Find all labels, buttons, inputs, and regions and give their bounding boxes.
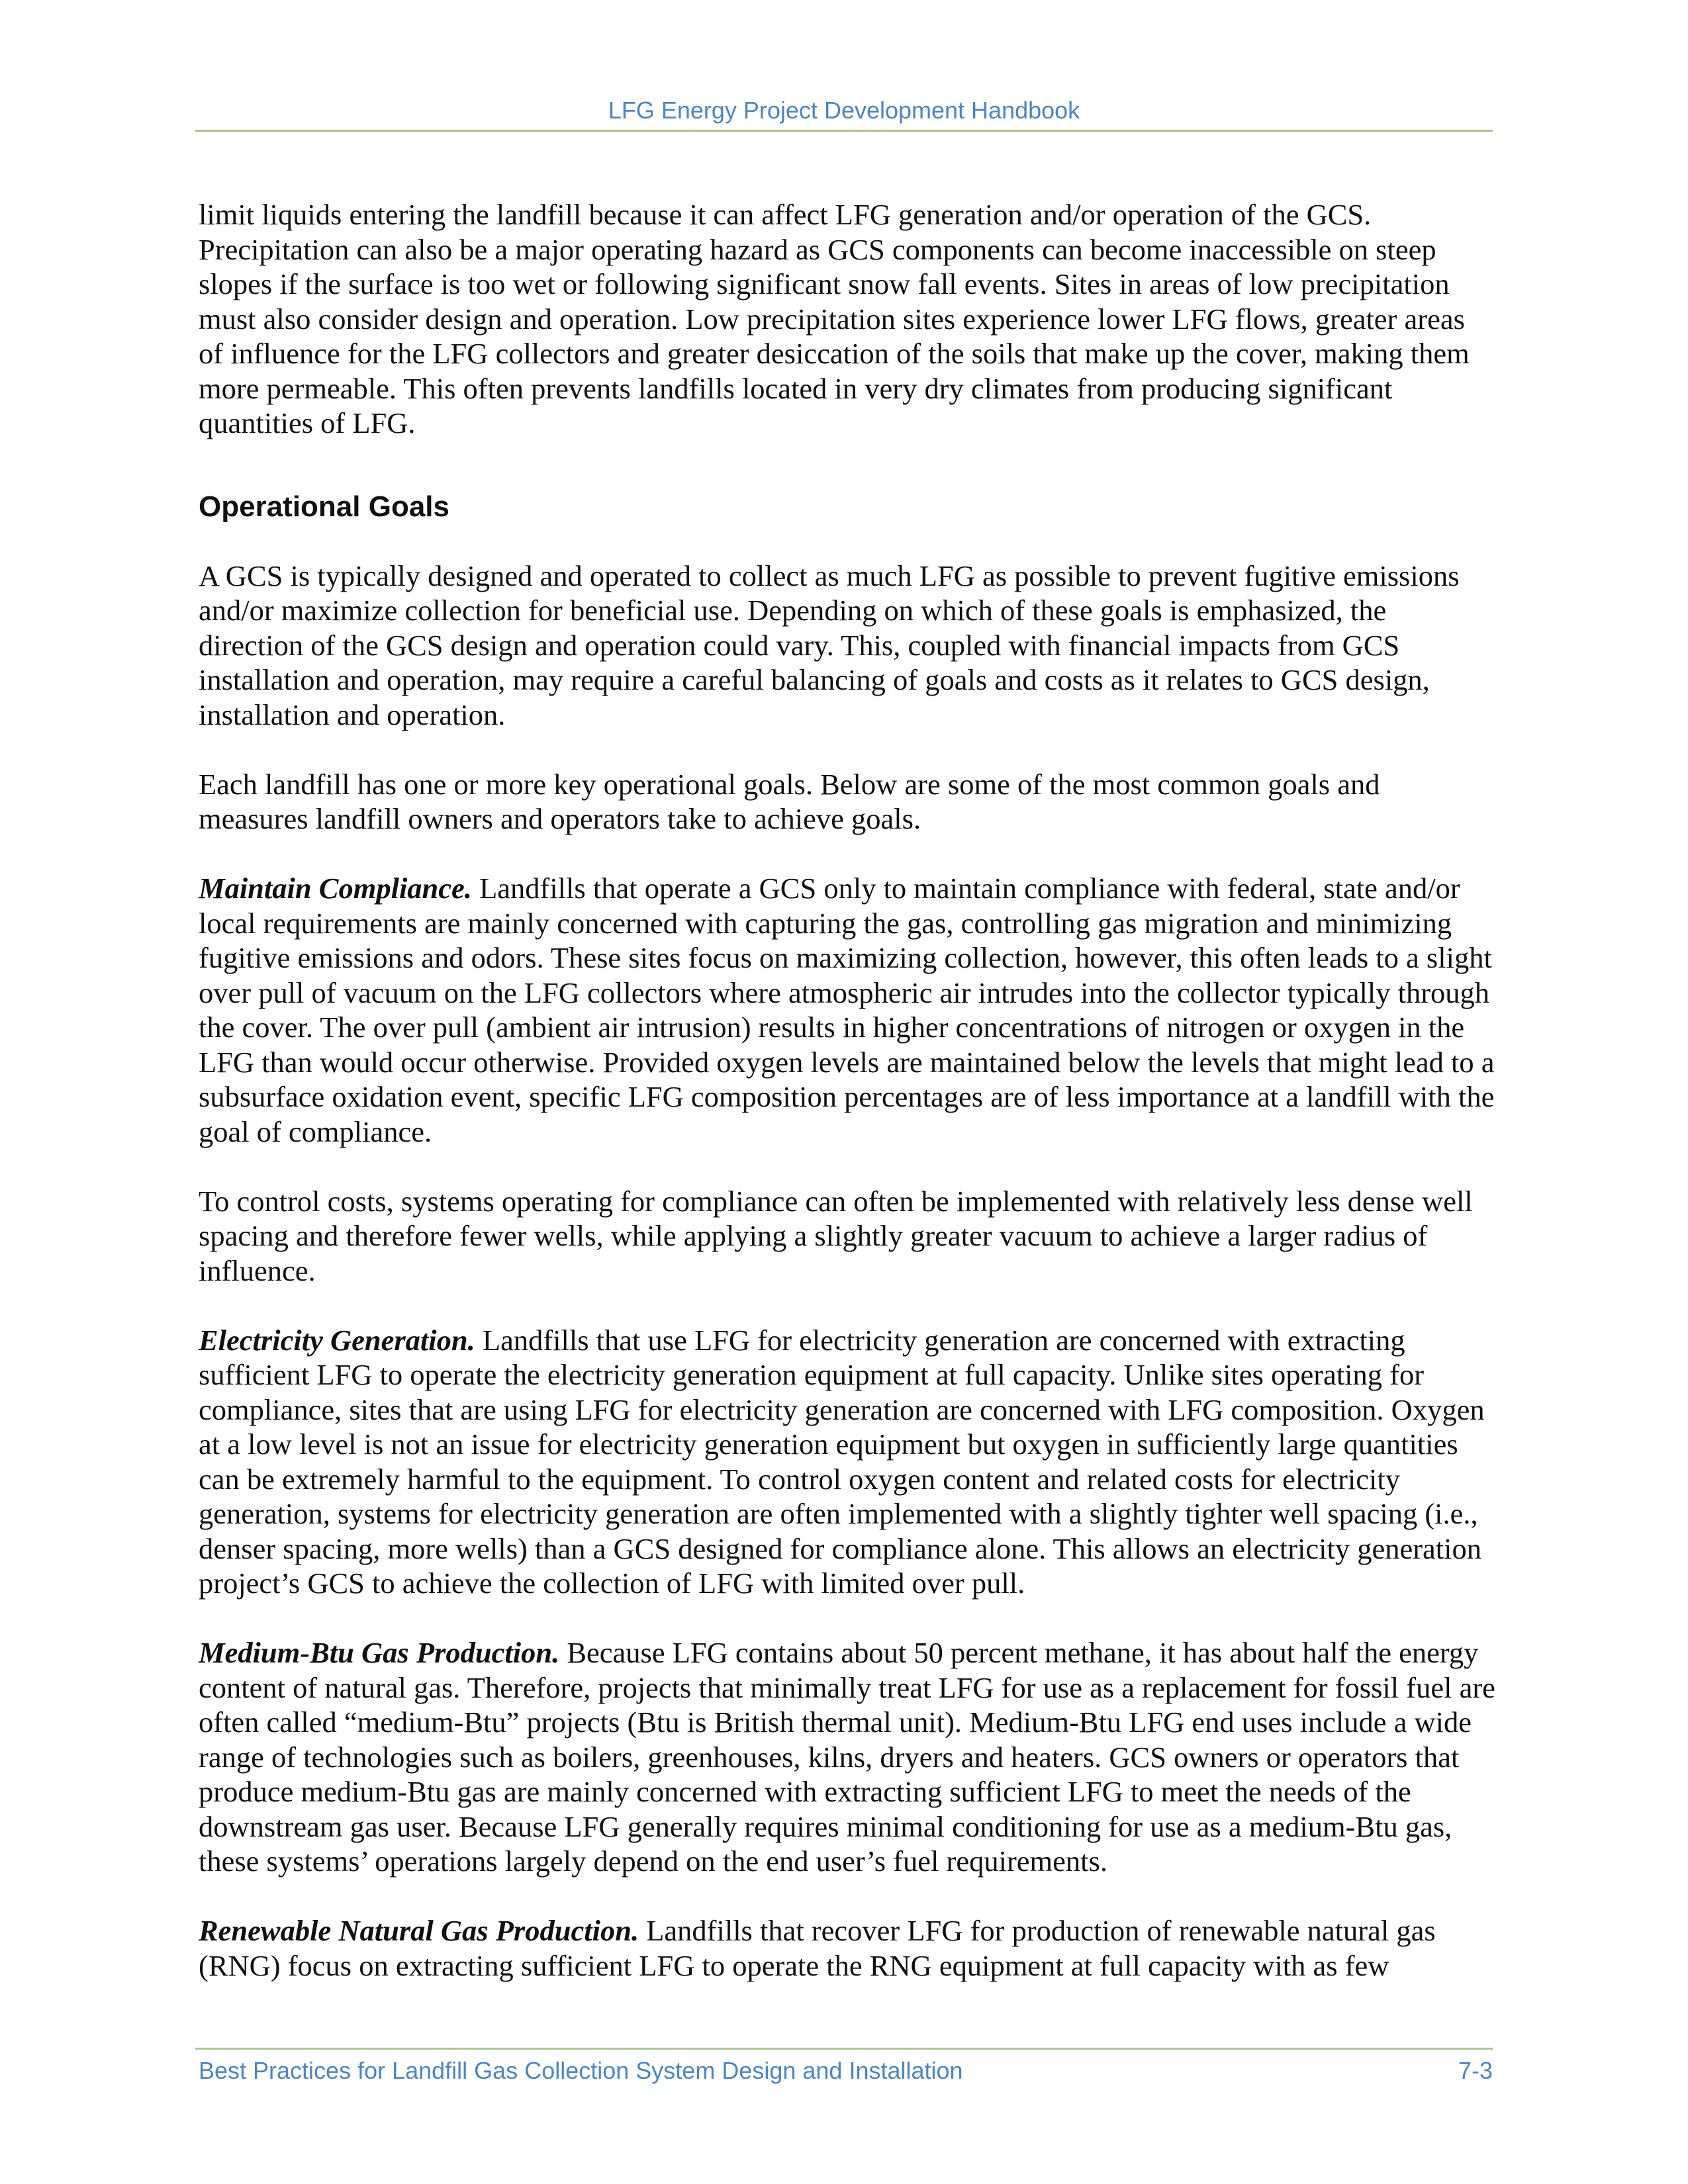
lead-electricity-generation: Electricity Generation. [199,1323,475,1357]
paragraph-gcs-design: A GCS is typically designed and operated to collect as much LFG as possible to prevent fugitive emissions and/or maximize collection for beneficial use. Depending on which of these goals is emphasized, the direction of the GCS design and operation could vary. This, coupled with financial impacts from GCS installation and operation, may require a careful balancing of goals and costs as it relates to GCS design, installation and operation. [199,559,1460,731]
intro-paragraph: limit liquids entering the landfill because it can affect LFG generation and/or operation of the GCS. Precipitation can also be a major operating hazard as GCS components can become inaccessible on steep slopes if the surface is too wet or following significant snow fall events. Sites in areas of low precipitation must also consider design and operation. Low precipitation sites experience lower LFG flows, greater areas of influence for the LFG collectors and greater desiccation of the soils that make up the cover, making them more permeable. This often prevents landfills located in very dry climates from producing significant quantities of LFG. [199,198,1470,439]
body-content [199,197,1496,2018]
page-number: 7-3 [1458,2057,1493,2084]
paragraph-rng [199,1913,1496,1983]
paragraph-control-costs: To control costs, systems operating for compliance can often be implemented with relatively less dense well spacing and therefore fewer wells, while applying a slightly greater vacuum to achieve a larger radius of influence. [199,1184,1473,1287]
paragraph-electricity-generation [199,1323,1496,1601]
text-medium-btu: Because LFG contains about 50 percent methane, it has about half the energy content of natural gas. Therefore, projects that minimally treat LFG for use as a replacement for fossil fuel are often called “medium-Btu” projects (Btu is British thermal unit). Medium-Btu LFG end uses include a wide range of technologies such as boilers, greenhouses, kilns, dryers and heaters. GCS owners or operators that produce medium-Btu gas are mainly concerned with extracting sufficient LFG to meet the needs of the downstream gas user. Because LFG generally requires minimal conditioning for use as a medium-Btu gas, these systems’ operations largely depend on the end user’s fuel requirements. [199,1636,1495,1878]
paragraph-operational-goals: Each landfill has one or more key operational goals. Below are some of the most common goals and measures landfill owners and operators take to achieve goals. [199,767,1380,835]
lead-rng: Renewable Natural Gas Production. [199,1914,639,1947]
section-heading: Operational Goals [199,490,449,523]
paragraph-maintain-compliance [199,871,1496,1149]
text-maintain-compliance: Landfills that operate a GCS only to maintain compliance with federal, state and/or local requirements are mainly concerned with capturing the gas, controlling gas migration and minimizing fugitive emissions and odors. These sites focus on maximizing collection, however, this often leads to a slight over pull of vacuum on the LFG collectors where atmospheric air intrudes into the collector typically through the cover. The over pull (ambient air intrusion) results in higher concentrations of nitrogen or oxygen in the LFG than would occur otherwise. Provided oxygen levels are maintained below the levels that might lead to a subsurface oxidation event, specific LFG composition percentages are of less importance at a landfill with the goal of compliance. [199,872,1495,1148]
footer-rule [195,2048,1493,2050]
text-rng: Landfills that recover LFG for production of renewable natural gas (RNG) focus on extracting sufficient LFG to operate the RNG equipment at full capacity with as few [199,1914,1436,1982]
text-electricity-generation: Landfills that use LFG for electricity generation are concerned with extracting sufficient LFG to operate the electricity generation equipment at full capacity. Unlike sites operating for compliance, sites that are using LFG for electricity generation are concerned with LFG composition. Oxygen at a low level is not an issue for electricity generation equipment but oxygen in sufficiently large quantities can be extremely harmful to the equipment. To control oxygen content and related costs for electricity generation, systems for electricity generation are often implemented with a slightly tighter well spacing (i.e., denser spacing, more wells) than a GCS designed for compliance alone. This allows an electricity generation project’s GCS to achieve the collection of LFG with limited over pull. [199,1323,1485,1600]
lead-maintain-compliance: Maintain Compliance. [199,872,472,905]
running-footer-title: Best Practices for Landfill Gas Collection System Design and Installation [199,2057,963,2084]
header-rule [195,130,1493,132]
paragraph-medium-btu [199,1635,1496,1879]
running-header: LFG Energy Project Development Handbook [608,97,1080,124]
lead-medium-btu: Medium-Btu Gas Production. [199,1636,560,1669]
